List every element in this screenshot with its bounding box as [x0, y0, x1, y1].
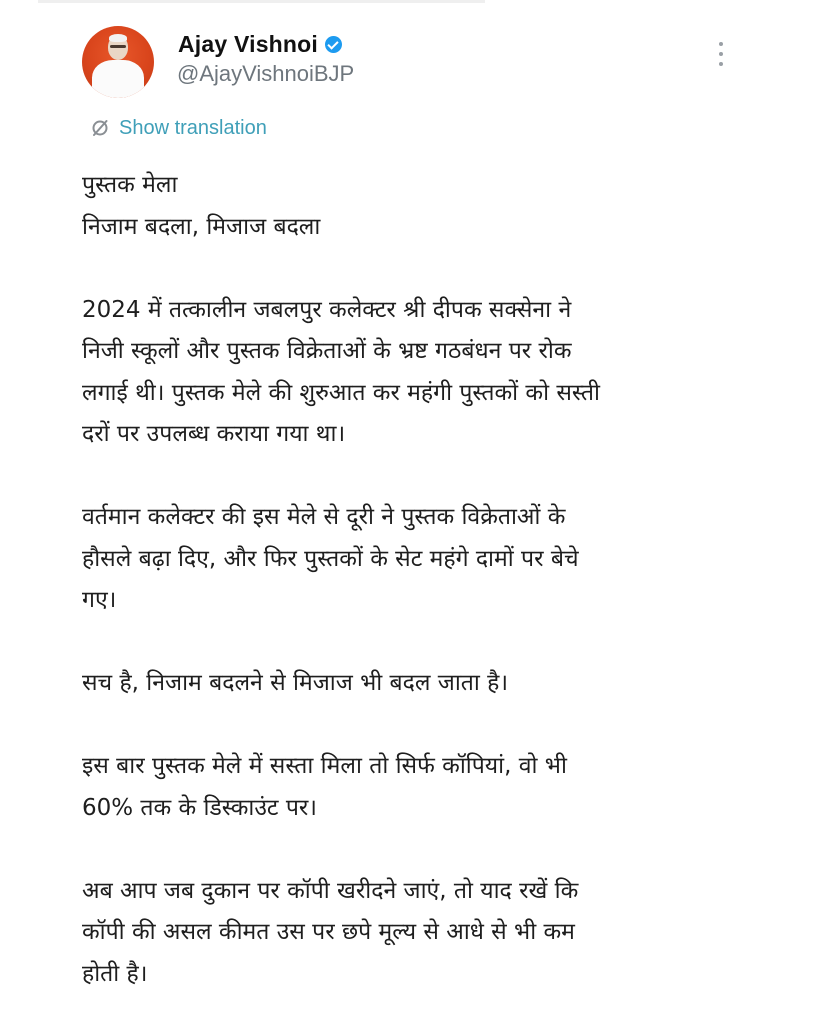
tweet-line: लगाई थी। पुस्तक मेले की शुरुआत कर महंगी पुस्तकों को सस्ती [82, 379, 600, 406]
tweet-line: वर्तमान कलेक्टर की इस मेले से दूरी ने पुस्तक विक्रेताओं के [82, 504, 566, 530]
tweet-paragraph [82, 497, 742, 622]
more-vertical-icon-dot [719, 42, 723, 46]
author-avatar[interactable] [82, 26, 154, 98]
verified-badge-icon [325, 36, 342, 53]
tweet-paragraph [82, 663, 742, 705]
translate-icon [90, 118, 110, 138]
tweet-line: पुस्तक मेला [82, 172, 178, 198]
tweet-line: अब आप जब दुकान पर कॉपी खरीदने जाएं, तो याद रखें कि [82, 877, 579, 904]
tweet-line: दरों पर उपलब्ध कराया गया था। [82, 421, 346, 447]
avatar-figure-body [92, 60, 144, 98]
more-options-button[interactable] [712, 40, 730, 68]
tweet-paragraph [82, 871, 742, 996]
show-translation-label[interactable]: Show translation [119, 116, 267, 139]
more-vertical-icon-dot [719, 62, 723, 66]
tweet-line: 60% तक के डिस्काउंट पर। [82, 794, 318, 821]
tweet-line: होती है। [82, 960, 148, 987]
tweet-line: निजाम बदला, मिजाज बदला [82, 213, 321, 240]
tweet-line: इस बार पुस्तक मेले में सस्ता मिला तो सिर्फ कॉपियां, वो भी [82, 753, 567, 779]
author-display-name[interactable]: Ajay Vishnoi [178, 30, 319, 57]
tweet-line: सच है, निजाम बदलने से मिजाज भी बदल जाता है। [82, 670, 509, 696]
tweet-text [82, 165, 742, 995]
show-translation-link[interactable] [90, 115, 267, 141]
tweet-paragraph [82, 290, 742, 456]
top-divider [38, 0, 485, 3]
tweet-line: कॉपी की असल कीमत उस पर छपे मूल्य से आधे से भी कम [82, 919, 575, 945]
author-name-row[interactable] [178, 29, 342, 59]
tweet-paragraph [82, 746, 742, 829]
avatar-figure-glasses [110, 45, 126, 48]
avatar-figure-hair [109, 34, 127, 42]
tweet-paragraph [82, 165, 742, 248]
tweet-line: हौसले बढ़ा दिए, और फिर पुस्तकों के सेट महंगे दामों पर बेचे [82, 545, 579, 572]
tweet-line: गए। [82, 587, 117, 613]
tweet-line: निजी स्कूलों और पुस्तक विक्रेताओं के भ्रष्ट गठबंधन पर रोक [82, 338, 572, 364]
author-handle[interactable]: @AjayVishnoiBJP [177, 61, 355, 86]
more-vertical-icon-dot [719, 52, 723, 56]
tweet-line: 2024 में तत्कालीन जबलपुर कलेक्टर श्री दीपक सक्सेना ने [82, 296, 572, 323]
